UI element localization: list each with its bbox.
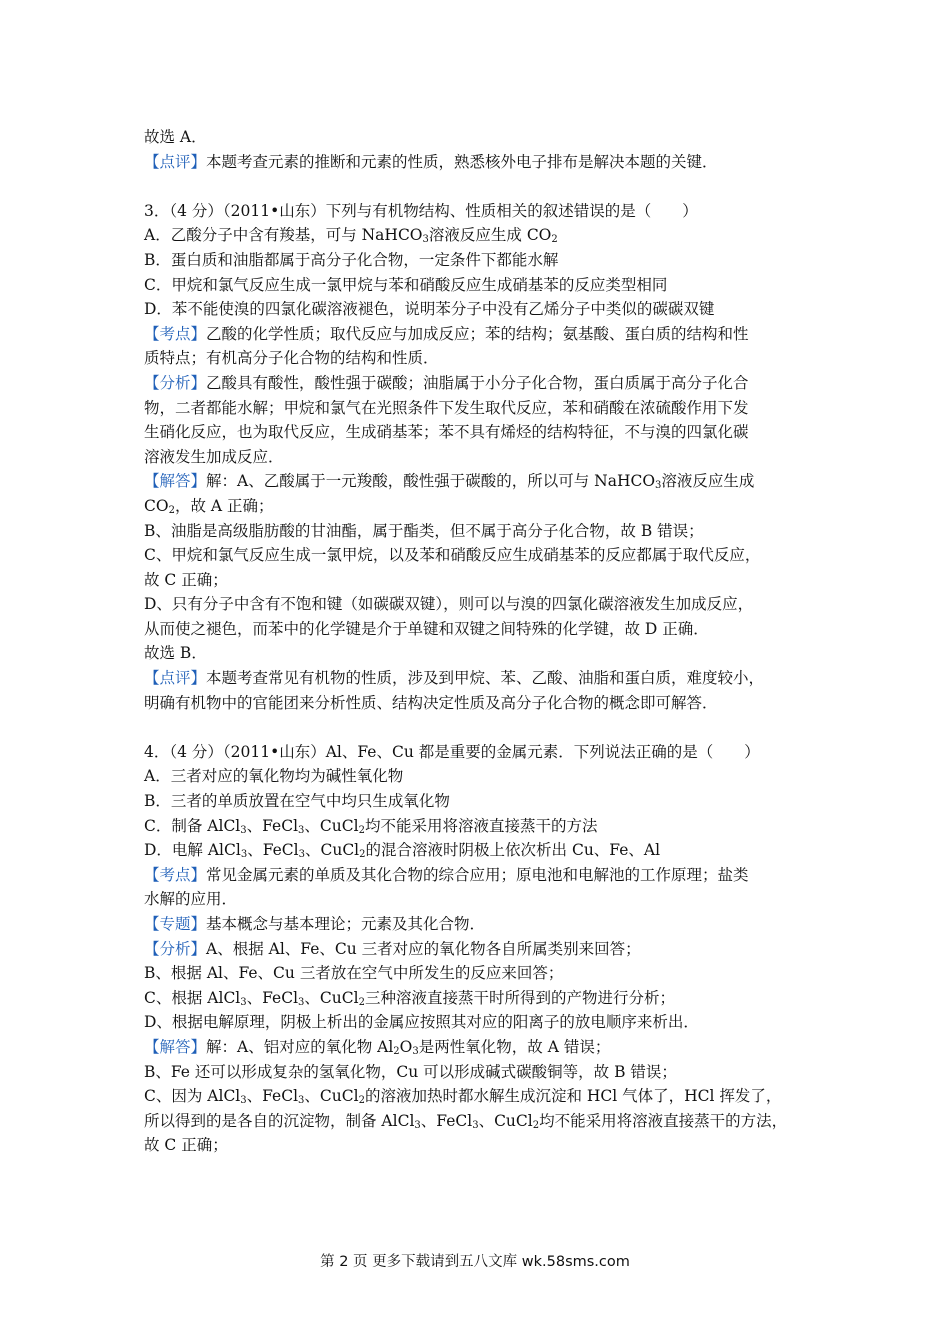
spacer (144, 715, 824, 740)
q3-review: 【点评】本题考查常见有机物的性质，涉及到甲烷、苯、乙酸、油脂和蛋白质，难度较小， (144, 669, 765, 688)
q4-kaodian: 【考点】常见金属元素的单质及其化合物的综合应用；原电池和电解池的工作原理；盐类 (144, 865, 749, 884)
q3-jieda-cont-5: D、只有分子中含有不饱和键（如碳碳双键），则可以与溴的四氯化碳溶液发生加成反应， (144, 595, 754, 614)
q3-jieda-cont-6: 从而使之褪色，而苯中的化学键是介于单键和双键之间特殊的化学键，故 D 正确． (144, 619, 709, 638)
q3-kaodian-cont: 质特点；有机高分子化合物的结构和性质． (144, 349, 439, 368)
q4-fenxi-cont-2: C、根据 AlCl$_3$、FeCl$_3$、CuCl$_2$三种溶液直接蒸干时所得到的产物进行分析； (144, 988, 675, 1008)
q4-kaodian-cont: 水解的应用． (144, 890, 238, 909)
q3-jieda-cont-4: 故 C 正确； (144, 570, 228, 589)
jieda-tag: 【解答】 (144, 472, 207, 491)
q3-fenxi-cont-3: 溶液发生加成反应． (144, 447, 284, 466)
q3-review-cont: 明确有机物中的官能团来分析性质、结构决定性质及高分子化合物的概念即可解答． (144, 693, 718, 712)
q3-jieda: 【解答】解：A、乙酸属于一元羧酸，酸性强于碳酸的，所以可与 NaHCO$_3$溶液反应生成 (144, 472, 755, 492)
q4-jieda-cont-4: 故 C 正确； (144, 1136, 228, 1155)
review-tag: 【点评】 (144, 669, 207, 688)
q3-kaodian: 【考点】乙酸的化学性质；取代反应与加成反应；苯的结构；氨基酸、蛋白质的结构和性 (144, 324, 749, 343)
jieda-tag: 【解答】 (144, 1037, 207, 1056)
fenxi-tag: 【分析】 (144, 939, 207, 958)
q4-jieda: 【解答】解：A、铝对应的氧化物 $Al_2O_3$是两性氧化物，故 A 错误； (144, 1037, 611, 1057)
q3-jieda-cont-2: B、油脂是高级脂肪酸的甘油酯，属于酯类，但不属于高分子化合物，故 B 错误； (144, 521, 704, 540)
q4-stem: 4．（4 分）（2011•山东）Al、Fe、Cu 都是重要的金属元素．下列说法正确的是（ ） (144, 742, 760, 761)
q3-fenxi: 【分析】乙酸具有酸性，酸性强于碳酸；油脂属于小分子化合物，蛋白质属于高分子化合 (144, 373, 749, 392)
q3-fenxi-cont-1: 物，二者都能水解；甲烷和氯气在光照条件下发生取代反应，苯和硝酸在浓硫酸作用下发 (144, 398, 749, 417)
q3-answer-choice: 故选 B． (144, 644, 207, 663)
q4-jieda-cont-3: 所以得到的是各自的沉淀物，制备 AlCl$_3$、FeCl$_3$、CuCl$_2$均不能采用将溶液直接蒸干的方法， (144, 1111, 788, 1131)
q4-fenxi: 【分析】A、根据 Al、Fe、Cu 三者对应的氧化物各自所属类别来回答； (144, 939, 641, 958)
page-footer: 第 2 页 更多下载请到五八文库 wk.58sms.com (320, 1254, 630, 1270)
q3-jieda-cont-1: $CO_2$，故 A 正确； (144, 496, 274, 516)
q3-stem: 3．（4 分）（2011•山东）下列与有机物结构、性质相关的叙述错误的是（ ） (144, 201, 698, 220)
q4-option-a: A．三者对应的氧化物均为碱性氧化物 (144, 767, 404, 786)
q4-option-b: B．三者的单质放置在空气中均只生成氧化物 (144, 792, 450, 811)
q4-option-d: D．电解 AlCl$_3$、FeCl$_3$、CuCl$_2$的混合溶液时阴极上依次析出 Cu、Fe、Al (144, 841, 661, 861)
q3-option-d: D．苯不能使溴的四氯化碳溶液褪色，说明苯分子中没有乙烯分子中类似的碳碳双键 (144, 300, 715, 319)
q3-option-c: C．甲烷和氯气反应生成一氯甲烷与苯和硝酸反应生成硝基苯的反应类型相同 (144, 275, 668, 294)
q3-fenxi-cont-2: 生硝化反应，也为取代反应，生成硝基苯；苯不具有烯烃的结构特征，不与溴的四氯化碳 (144, 423, 749, 442)
page-content (144, 125, 824, 1158)
kaodian-tag: 【考点】 (144, 324, 207, 343)
review-tag: 【点评】 (144, 152, 207, 171)
q4-jieda-cont-1: B、Fe 还可以形成复杂的氢氧化物，Cu 可以形成碱式碳酸铜等，故 B 错误； (144, 1062, 677, 1081)
q3-option-b: B．蛋白质和油脂都属于高分子化合物，一定条件下都能水解 (144, 250, 559, 269)
zhuanti-tag: 【专题】 (144, 915, 207, 933)
prev-answer-choice: 故选 A． (144, 128, 207, 146)
fenxi-tag: 【分析】 (144, 373, 207, 392)
q3-option-a: A．乙酸分子中含有羧基，可与 NaHCO$_3$溶液反应生成 $CO_2$ (144, 226, 558, 246)
q4-fenxi-cont-1: B、根据 Al、Fe、Cu 三者放在空气中所发生的反应来回答； (144, 964, 564, 983)
q4-jieda-cont-2: C、因为 AlCl$_3$、FeCl$_3$、CuCl$_2$的溶液加热时都水解生成沉淀和 HCl 气体了，HCl 挥发了， (144, 1087, 782, 1107)
spacer (144, 174, 824, 199)
q3-jieda-cont-3: C、甲烷和氯气反应生成一氯甲烷，以及苯和硝酸反应生成硝基苯的反应都属于取代反应， (144, 546, 761, 565)
q4-zhuanti: 【专题】基本概念与基本理论；元素及其化合物． (144, 915, 486, 933)
q4-option-c: C．制备 AlCl$_3$、FeCl$_3$、CuCl$_2$均不能采用将溶液直接蒸干的方法 (144, 816, 598, 836)
q4-fenxi-cont-3: D、根据电解原理，阴极上析出的金属应按照其对应的阳离子的放电顺序来析出． (144, 1013, 699, 1032)
prev-review: 【点评】本题考查元素的推断和元素的性质，熟悉核外电子排布是解决本题的关键． (144, 152, 718, 171)
kaodian-tag: 【考点】 (144, 865, 207, 884)
